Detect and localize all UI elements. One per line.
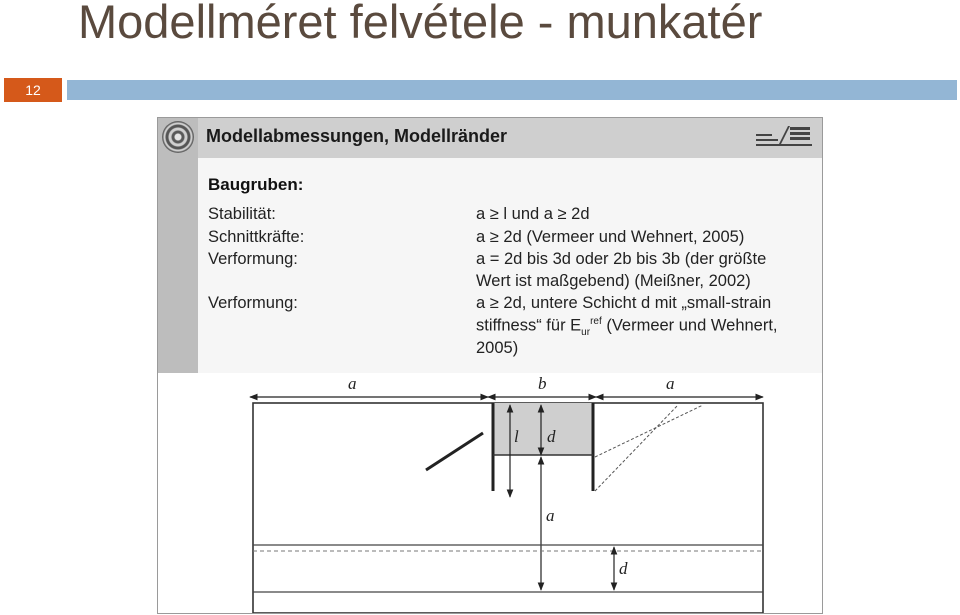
row-text: 2005) (476, 339, 519, 357)
row-text: Wert ist maßgebend) (Meißner, 2002) (476, 272, 751, 290)
row-label: Verformung: (208, 294, 298, 312)
row-label: Verformung: (208, 250, 298, 268)
row-text: a ≥ l und a ≥ 2d (476, 205, 590, 223)
row-text: a ≥ 2d (Vermeer und Wehnert, 2005) (476, 228, 745, 246)
dim-label-a-bottom: a (546, 506, 555, 525)
row-text: a ≥ 2d, untere Schicht d mit „small-strain (476, 294, 772, 312)
institute-seal-icon (162, 121, 194, 153)
slide-title: Modellméret felvétele - munkatér (78, 0, 763, 48)
row-label: Stabilität: (208, 205, 276, 223)
dim-label-d-bottom: d (619, 559, 628, 578)
row-label: Schnittkräfte: (208, 228, 305, 246)
eur-subscript: ur (581, 326, 591, 338)
scanned-figure (157, 117, 823, 614)
dim-label-a-right: a (666, 374, 675, 393)
slide-number: 12 (4, 78, 62, 102)
dim-label-l: l (514, 427, 519, 446)
title-accent-bar (67, 80, 957, 100)
excavation-diagram (158, 373, 822, 613)
dim-label-a-left: a (348, 374, 357, 393)
dim-label-d-pit: d (547, 427, 556, 446)
row-text: a = 2d bis 3d oder 2b bis 3b (der größte (476, 250, 767, 268)
institute-logo-icon (754, 124, 814, 150)
eur-tail: (Vermeer und Wehnert, (601, 316, 778, 335)
row-text (476, 316, 778, 338)
section-heading: Baugruben: (208, 175, 304, 194)
eur-text: stiffness“ für E (476, 316, 582, 335)
eur-superscript: ref (590, 316, 602, 327)
scan-heading: Modellabmessungen, Modellränder (206, 126, 508, 146)
dim-label-b: b (538, 374, 547, 393)
